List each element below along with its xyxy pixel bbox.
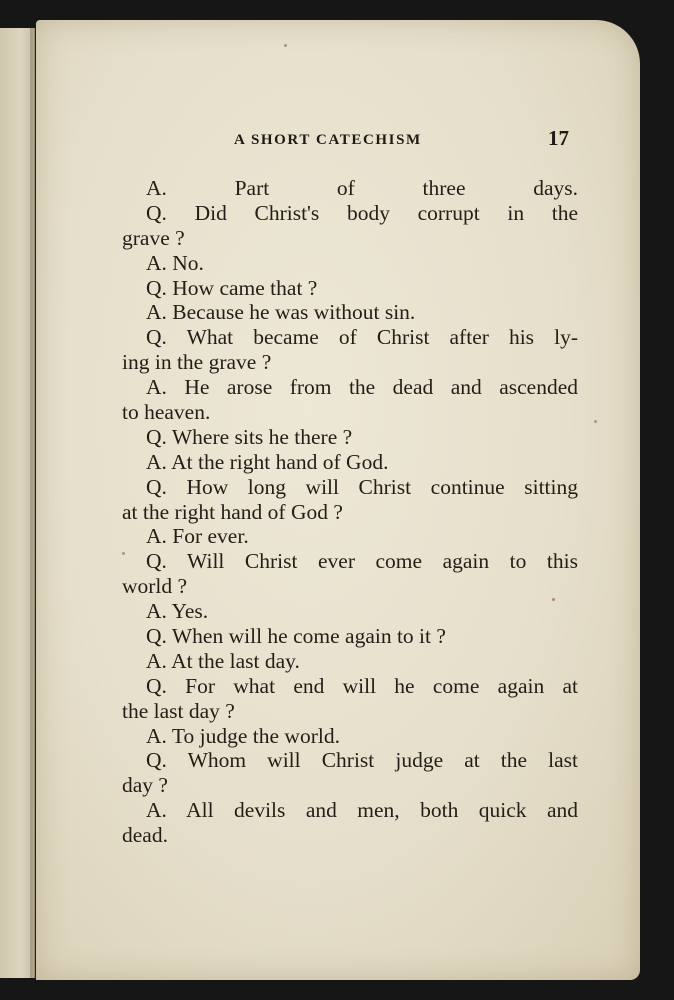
text-line: Q. Where sits he there ?	[146, 424, 353, 449]
text-line: A. He arose from the dead and ascended	[146, 375, 578, 400]
text-line: Q. For what end will he come again at	[146, 673, 578, 698]
running-title: A SHORT CATECHISM	[234, 132, 422, 148]
text-line: Q. When will he come again to it ?	[146, 624, 446, 649]
text-line: Q. Whom will Christ judge at the last	[146, 748, 578, 773]
text-line: Q. How long will Christ continue sitting	[146, 474, 578, 499]
text-line: A. All devils and men, both quick and	[146, 798, 578, 823]
text-line: A. To judge the world.	[146, 723, 340, 748]
catechism-text	[122, 176, 578, 848]
text-line: Q. What became of Christ after his ly-	[146, 325, 578, 350]
text-line: A. Part of three days.	[146, 176, 578, 200]
text-line: Q. Will Christ ever come again to this	[146, 549, 578, 574]
paper-speck	[284, 44, 287, 47]
text-line: to heaven.	[122, 400, 211, 425]
text-line: A. Yes.	[146, 599, 209, 624]
paper-speck	[552, 598, 555, 601]
text-line: Q. Did Christ's body corrupt in the	[146, 200, 578, 225]
paper-speck	[594, 420, 597, 423]
text-line: A. At the right hand of God.	[146, 449, 389, 474]
text-line: A. Because he was without sin.	[146, 300, 416, 325]
text-line: at the right hand of God ?	[122, 499, 343, 524]
text-line: ing in the grave ?	[122, 350, 272, 375]
text-line: the last day ?	[122, 698, 235, 723]
text-line: Q. How came that ?	[146, 275, 318, 300]
text-line: A. No.	[146, 250, 204, 275]
text-line: day ?	[122, 773, 168, 798]
text-line: A. For ever.	[146, 524, 249, 549]
text-line: world ?	[122, 574, 188, 599]
text-line: grave ?	[122, 225, 185, 250]
text-line: A. At the last day.	[146, 648, 300, 673]
page-number: 17	[548, 126, 569, 150]
paper-speck	[122, 552, 125, 555]
text-line: dead.	[122, 823, 168, 848]
